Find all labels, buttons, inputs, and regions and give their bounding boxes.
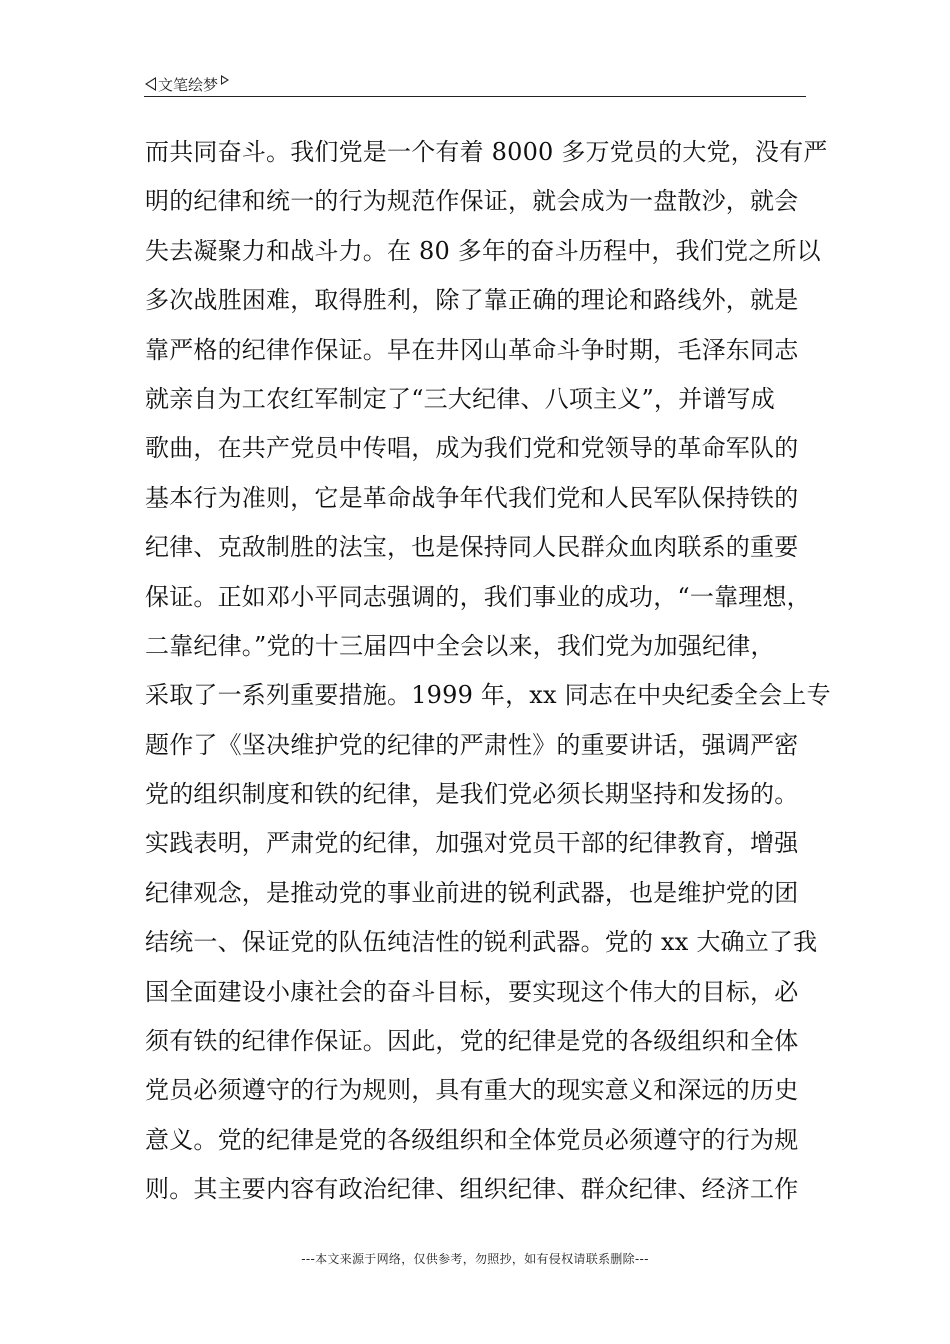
text-line: 则。其主要内容有政治纪律、组织纪律、群众纪律、经济工作: [145, 1175, 799, 1204]
header-divider: [144, 96, 806, 97]
triangle-left-icon: [145, 77, 156, 91]
text-line: 歌曲，在共产党员中传唱，成为我们党和党领导的革命军队的: [145, 434, 799, 463]
header-title: 文笔绘梦: [158, 75, 219, 94]
text-line: 保证。正如邓小平同志强调的，我们事业的成功，“一靠理想，: [145, 582, 811, 611]
text-line: 纪律、克敌制胜的法宝，也是保持同人民群众血肉联系的重要: [145, 533, 799, 562]
page-footer: ---本文来源于网络，仅供参考，勿照抄，如有侵权请联系删除---: [301, 1252, 649, 1266]
triangle-right-icon: [221, 75, 229, 85]
text-line: 纪律观念，是推动党的事业前进的锐利武器，也是维护党的团: [145, 878, 799, 907]
page-header: [145, 73, 229, 95]
text-line: 靠严格的纪律作保证。早在井冈山革命斗争时期，毛泽东同志: [145, 335, 799, 364]
text-line: 基本行为准则，它是革命战争年代我们党和人民军队保持铁的: [145, 483, 799, 512]
text-line: 国全面建设小康社会的奋斗目标，要实现这个伟大的目标，必: [145, 977, 799, 1006]
text-line: 采取了一系列重要措施。1999 年，xx 同志在中央纪委全会上专: [145, 681, 831, 710]
text-line: 而共同奋斗。我们党是一个有着 8000 多万党员的大党，没有严: [145, 138, 828, 166]
text-line: 失去凝聚力和战斗力。在 80 多年的奋斗历程中，我们党之所以: [145, 236, 821, 265]
text-line: 明的纪律和统一的行为规范作保证，就会成为一盘散沙，就会: [145, 187, 799, 216]
text-line: 党员必须遵守的行为规则，具有重大的现实意义和深远的历史: [145, 1076, 799, 1105]
text-line: 二靠纪律。”党的十三届四中全会以来，我们党为加强纪律，: [145, 631, 775, 660]
text-line: 结统一、保证党的队伍纯洁性的锐利武器。党的 xx 大确立了我: [145, 928, 818, 957]
text-line: 题作了《坚决维护党的纪律的严肃性》的重要讲话，强调严密: [145, 730, 799, 759]
text-line: 意义。党的纪律是党的各级组织和全体党员必须遵守的行为规: [145, 1125, 799, 1154]
text-line: 多次战胜困难，取得胜利，除了靠正确的理论和路线外，就是: [145, 286, 799, 315]
text-line: 就亲自为工农红军制定了“三大纪律、八项主义”，并谱写成: [145, 384, 775, 413]
text-line: 须有铁的纪律作保证。因此，党的纪律是党的各级组织和全体: [145, 1027, 799, 1056]
body-text: [145, 128, 831, 1215]
text-line: 党的组织制度和铁的纪律，是我们党必须长期坚持和发扬的。: [145, 780, 799, 809]
text-line: 实践表明，严肃党的纪律，加强对党员干部的纪律教育，增强: [145, 829, 799, 858]
